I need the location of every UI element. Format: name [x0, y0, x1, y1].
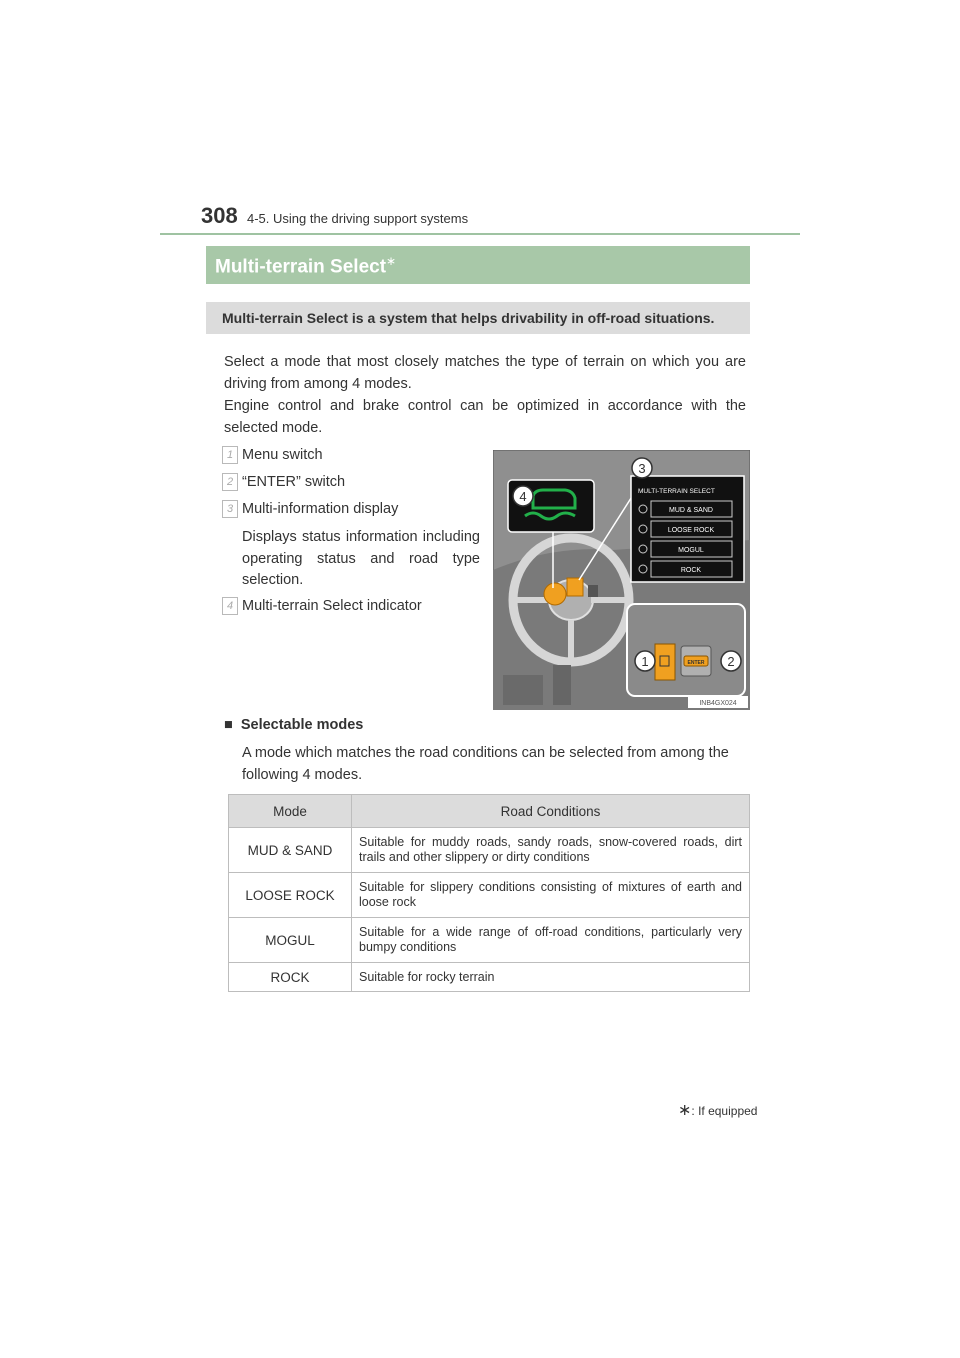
svg-text:MOGUL: MOGUL — [678, 547, 704, 554]
item-number-4: 4 — [222, 597, 238, 615]
header-rule — [160, 233, 800, 235]
item-number-3: 3 — [222, 500, 238, 518]
item-number-2: 2 — [222, 473, 238, 491]
modes-table — [228, 794, 750, 992]
callout-3: 3 — [638, 461, 646, 476]
paragraph-1: Select a mode that most closely matches the type of terrain on which you are driving from among 4 modes. — [224, 354, 746, 392]
table-row — [229, 918, 750, 963]
heading-marker: ■ — [224, 717, 233, 733]
mode-option-3 — [639, 541, 732, 557]
highlight-panel — [567, 578, 583, 596]
conditions-cell: Suitable for muddy roads, sandy roads, snow-covered roads, dirt trails and other slippery or dirty conditions — [352, 828, 750, 873]
section-title: 4-5. Using the driving support systems — [247, 211, 469, 226]
item-desc-3: Displays status information including operating status and road type selection. — [242, 529, 480, 588]
conditions-cell: Suitable for rocky terrain — [352, 963, 750, 992]
item-number-1: 1 — [222, 446, 238, 464]
title-mark: ∗ — [386, 254, 397, 268]
mode-option-1 — [639, 501, 732, 517]
conditions-cell: Suitable for slippery conditions consisting of mixtures of earth and loose rock — [352, 873, 750, 918]
table-header-row — [229, 795, 750, 828]
mode-cell: LOOSE ROCK — [229, 873, 352, 918]
mode-cell: MUD & SAND — [229, 828, 352, 873]
callout-4: 4 — [519, 489, 527, 504]
highlight-dial — [544, 583, 566, 605]
item-label-1: Menu switch — [242, 447, 323, 463]
figure-code: INB4GX024 — [699, 700, 737, 707]
heading-text: Selectable modes — [240, 717, 364, 733]
callout-2: 2 — [727, 654, 735, 669]
mode-cell: MOGUL — [229, 918, 352, 963]
svg-text:LOOSE ROCK: LOOSE ROCK — [667, 527, 715, 534]
item-label-3: Multi-information display — [242, 501, 399, 517]
paragraph-2: Engine control and brake control can be optimized in accordance with the selected mode. — [224, 398, 746, 436]
page-number: 308 — [201, 203, 238, 228]
footnote-text: : If equipped — [691, 1104, 758, 1118]
header-conditions: Road Conditions — [352, 795, 750, 828]
callout-1: 1 — [641, 654, 649, 669]
display-title: MULTI-TERRAIN SELECT — [638, 488, 715, 495]
svg-text:MUD & SAND: MUD & SAND — [669, 507, 713, 514]
footnote — [678, 1100, 757, 1120]
intro-text: Multi-terrain Select is a system that helps drivability in off-road situations. — [222, 310, 715, 326]
item-label-4: Multi-terrain Select indicator — [242, 598, 422, 614]
enter-label: ENTER — [687, 660, 705, 666]
mode-option-4 — [639, 561, 732, 577]
mode-cell: ROCK — [229, 963, 352, 992]
table-row — [229, 873, 750, 918]
header-mode: Mode — [229, 795, 352, 828]
table-row — [229, 963, 750, 992]
page-title — [215, 254, 396, 278]
mode-option-2 — [639, 521, 732, 537]
table-row — [229, 828, 750, 873]
selectable-modes-heading — [224, 717, 363, 733]
svg-text:ROCK: ROCK — [680, 567, 702, 574]
footnote-mark: ∗ — [678, 1102, 692, 1119]
conditions-cell: Suitable for a wide range of off-road conditions, particularly very bumpy conditions — [352, 918, 750, 963]
selectable-modes-body: A mode which matches the road conditions can be selected from among the following 4 modes. — [242, 745, 729, 783]
dashboard-illustration — [493, 450, 750, 710]
title-text: Multi-terrain Select — [215, 256, 387, 278]
item-label-2: “ENTER” switch — [242, 474, 346, 490]
